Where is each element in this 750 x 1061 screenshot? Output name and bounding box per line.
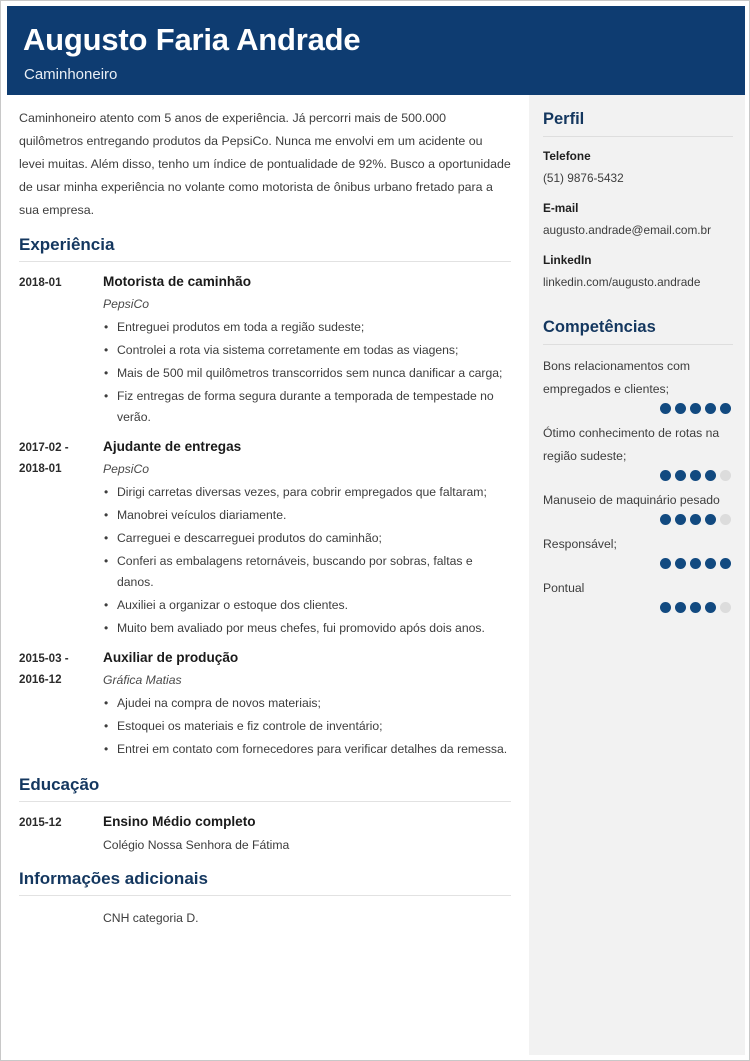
skill-label: Manuseio de maquinário pesado [543,493,720,507]
list-item: • Carreguei e descarreguei produtos do caminhão; [103,528,511,551]
sidebar [529,95,745,1055]
skill-rating [543,403,733,414]
rating-dot-filled [690,558,701,569]
entry-job-title: Auxiliar de produção [103,650,239,665]
entry-company: Gráfica Matias [103,673,182,687]
entry-body [103,811,511,856]
contact-label: E-mail [543,201,579,215]
rating-dot-filled [675,470,686,481]
education-entry [19,811,511,856]
section-title-experience: Experiência [19,235,115,254]
rating-dot-filled [660,514,671,525]
entry-body [103,647,511,762]
entry-job-title: Motorista de caminhão [103,274,252,289]
rating-dot-filled [660,558,671,569]
skill-rating [543,514,733,525]
entry-date [19,647,103,690]
entry-company: PepsiCo [103,297,150,311]
skill-rating [543,558,733,569]
entry-date-line1: 2017-02 - [19,441,69,454]
contact-value: linkedin.com/augusto.andrade [543,275,701,289]
list-item: • Fiz entregas de forma segura durante a temporada de tempestade no verão. [103,386,511,430]
list-item: • Muito bem avaliado por meus chefes, fui promovido após dois anos. [103,618,511,641]
rating-dot-filled [720,558,731,569]
contact-value: (51) 9876-5432 [543,171,624,185]
rating-dot-filled [660,403,671,414]
rating-dot-filled [690,514,701,525]
main-column [7,95,529,1055]
skill-item [543,489,733,525]
skill-item [543,577,733,613]
list-item: • Auxiliei a organizar o estoque dos clientes. [103,595,511,618]
entry-bullet-list [103,482,511,641]
section-divider [543,136,733,137]
rating-dot-filled [675,558,686,569]
entry-school: Colégio Nossa Senhora de Fátima [103,838,290,852]
rating-dot-filled [705,403,716,414]
rating-dot-filled [720,403,731,414]
list-item: • Estoquei os materiais e fiz controle de inventário; [103,716,511,739]
additional-text: CNH categoria D. [103,911,199,925]
contact-phone [543,147,733,188]
rating-dot-filled [690,403,701,414]
rating-dot-filled [705,602,716,613]
rating-dot-filled [705,558,716,569]
section-title-education: Educação [19,775,100,794]
entry-date [19,436,103,479]
rating-dot-filled [675,403,686,414]
candidate-job-title: Caminhoneiro [24,66,118,83]
section-divider [19,801,511,802]
candidate-name: Augusto Faria Andrade [23,22,361,57]
skill-label: Bons relacionamentos com empregados e clientes; [543,359,690,396]
skill-label: Ótimo conhecimento de rotas na região sudeste; [543,426,720,463]
rating-dot-filled [675,514,686,525]
list-item: • Manobrei veículos diariamente. [103,505,511,528]
entry-bullet-list [103,693,511,762]
contact-label: LinkedIn [543,253,592,267]
rating-dot-empty [720,470,731,481]
list-item: • Entrei em contato com fornecedores para verificar detalhes da remessa. [103,739,511,762]
section-divider [543,344,733,345]
contact-linkedin [543,251,733,292]
experience-entry [19,271,511,430]
list-item: • Controlei a rota via sistema corretamente em todas as viagens; [103,340,511,363]
entry-body [103,905,511,929]
skill-item [543,355,733,414]
entry-date-line2: 2016-12 [19,673,62,686]
skill-label: Responsável; [543,537,617,551]
rating-dot-filled [705,514,716,525]
contact-value: augusto.andrade@email.com.br [543,223,712,237]
skill-label: Pontual [543,581,585,595]
entry-date-line1: 2018-01 [19,276,62,289]
entry-date [19,905,103,906]
skill-item [543,533,733,569]
entry-job-title: Ajudante de entregas [103,439,242,454]
list-item: • Mais de 500 mil quilômetros transcorridos sem nunca danificar a carga; [103,363,511,386]
list-item: • Ajudei na compra de novos materiais; [103,693,511,716]
rating-dot-filled [660,602,671,613]
experience-entry [19,647,511,762]
entry-company: PepsiCo [103,462,150,476]
rating-dot-empty [720,514,731,525]
rating-dot-filled [660,470,671,481]
rating-dot-filled [690,470,701,481]
spacer [543,303,733,317]
section-title-profile: Perfil [543,110,585,128]
entry-date-line2: 2018-01 [19,462,62,475]
rating-dot-empty [720,602,731,613]
skill-rating [543,470,733,481]
additional-entry [19,905,511,929]
section-divider [19,261,511,262]
skill-item [543,422,733,481]
rating-dot-filled [705,470,716,481]
section-divider [19,895,511,896]
entry-date-line1: 2015-03 - [19,652,69,665]
entry-date [19,271,103,293]
rating-dot-filled [675,602,686,613]
contact-email [543,199,733,240]
list-item: • Conferi as embalagens retornáveis, buscando por sobras, faltas e danos. [103,551,511,595]
section-title-skills: Competências [543,318,656,336]
contact-label: Telefone [543,149,591,163]
list-item: • Entreguei produtos em toda a região sudeste; [103,317,511,340]
resume-header [7,6,745,95]
professional-summary: Caminhoneiro atento com 5 anos de experiência. Já percorri mais de 500.000 quilômetros entregando produtos da PepsiCo. Nunca me envolvi em um acidente ou levei muitas. Além disso, tenho um índice de pontualidade de 92%. Busco a oportunidade de usar minha experiência no volante como motorista de ônibus urbano fretado para a sua empresa. [19,111,511,217]
entry-date [19,811,103,833]
resume-body [7,95,745,1055]
list-item: • Dirigi carretas diversas vezes, para cobrir empregados que faltaram; [103,482,511,505]
entry-degree-title: Ensino Médio completo [103,814,256,829]
experience-entry [19,436,511,641]
rating-dot-filled [690,602,701,613]
entry-body [103,436,511,641]
skill-rating [543,602,733,613]
entry-body [103,271,511,430]
entry-bullet-list [103,317,511,430]
entry-date-line1: 2015-12 [19,816,62,829]
section-title-additional: Informações adicionais [19,869,208,888]
